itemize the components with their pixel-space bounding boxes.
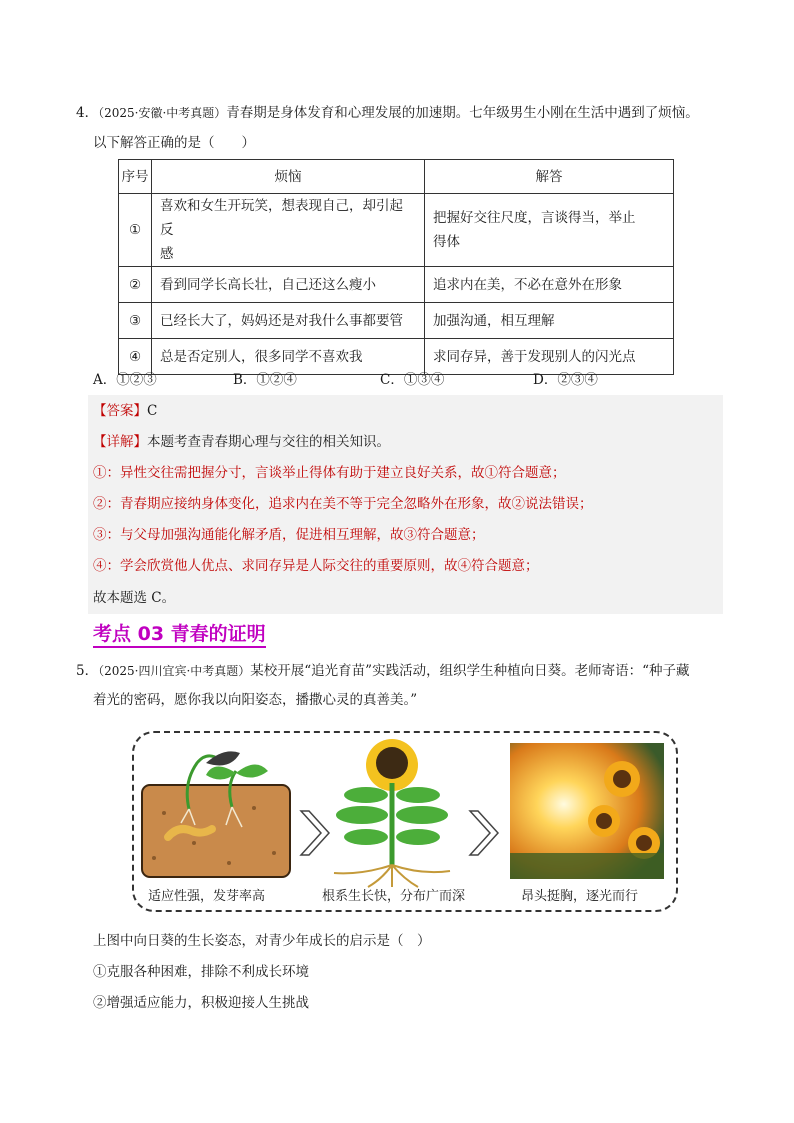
caption-seedling: 适应性强，发芽率高 — [148, 889, 266, 904]
q5-choice-2: ②增强适应能力，积极迎接人生挑战 — [93, 995, 309, 1011]
detail-line — [93, 432, 390, 452]
answer-line — [93, 401, 157, 421]
table-row — [119, 339, 674, 375]
sunflower-illustration — [134, 733, 676, 910]
caption-roots: 根系生长快，分布广而深 — [322, 889, 466, 904]
row-answer: 加强沟通，相互理解 — [425, 303, 674, 339]
row-no: ② — [119, 267, 152, 303]
q5-line1 — [76, 661, 689, 681]
detail-label: 【详解】 — [93, 434, 147, 450]
seedling-image — [142, 751, 290, 877]
header-trouble: 烦恼 — [152, 160, 425, 194]
detail-point-4: ④：学会欣赏他人优点、求同存异是人际交往的重要原则，故④符合题意； — [93, 558, 539, 574]
answer-value: C — [147, 403, 158, 419]
q4-stem: 青春期是身体发育和心理发展的加速期。七年级男生小刚在生活中遇到了烦恼。 — [226, 105, 699, 121]
row-no: ④ — [119, 339, 152, 375]
header-no: 序号 — [119, 160, 152, 194]
row-no: ③ — [119, 303, 152, 339]
answer-label: 【答案】 — [93, 403, 147, 419]
q4-number: 4． — [76, 105, 99, 121]
option-b[interactable]: B．①②④ — [233, 372, 297, 388]
row-trouble: 喜欢和女生开玩笑，想表现自己，却引起反 感 — [152, 194, 425, 267]
arrow-icon — [470, 811, 498, 855]
header-answer: 解答 — [425, 160, 674, 194]
detail-point-2: ②：青春期应接纳身体变化，追求内在美不等于完全忽略外在形象，故②说法错误； — [93, 496, 593, 512]
detail-point-1: ①：异性交往需把握分寸，言谈举止得体有助于建立良好关系，故①符合题意； — [93, 465, 566, 481]
row-trouble: 总是否定别人，很多同学不喜欢我 — [152, 339, 425, 375]
table-header-row — [119, 160, 674, 194]
option-c[interactable]: C．①③④ — [380, 372, 445, 388]
section-title: 考点 03 青春的证明 — [93, 622, 266, 648]
row-answer: 追求内在美，不必在意外在形象 — [425, 267, 674, 303]
q4-line2: 以下解答正确的是（ ） — [93, 135, 255, 151]
q5-line2: 着光的密码，愿你我以向阳姿态，播撒心灵的真善美。” — [93, 692, 418, 708]
detail-point-3: ③：与父母加强沟通能化解矛盾，促进相互理解，故③符合题意； — [93, 527, 485, 543]
q5-stem: 某校开展“追光育苗”实践活动，组织学生种植向日葵。老师寄语：“种子藏 — [250, 663, 690, 679]
q4-table — [118, 159, 674, 375]
row-answer: 把握好交往尺度，言谈得当，举止 得体 — [425, 194, 674, 267]
option-d[interactable]: D．②③④ — [533, 372, 598, 388]
row-trouble: 看到同学长高长壮，自己还这么瘦小 — [152, 267, 425, 303]
q5-source: （2025·四川宜宾·中考真题） — [98, 664, 251, 678]
q5-prompt: 上图中向日葵的生长姿态，对青少年成长的启示是（ ） — [93, 933, 431, 949]
arrow-icon — [301, 811, 329, 855]
sunflower-roots-image — [334, 739, 450, 887]
table-row — [119, 267, 674, 303]
q4-source: （2025·安徽·中考真题） — [98, 106, 227, 120]
table-row — [119, 194, 674, 267]
sunflowers-sun-image — [510, 743, 664, 879]
table-row — [119, 303, 674, 339]
row-answer: 求同存异，善于发现别人的闪光点 — [425, 339, 674, 375]
detail-conclusion: 故本题选 C。 — [93, 590, 176, 606]
detail-intro: 本题考查青春期心理与交往的相关知识。 — [147, 434, 390, 450]
row-no: ① — [119, 194, 152, 267]
q5-number: 5． — [76, 663, 99, 679]
q4-line1 — [76, 103, 699, 123]
q5-choice-1: ①克服各种困难，排除不利成长环境 — [93, 964, 309, 980]
option-a[interactable]: A．①②③ — [93, 372, 157, 388]
row-trouble: 已经长大了，妈妈还是对我什么事都要管 — [152, 303, 425, 339]
caption-sun: 昂头挺胸，逐光而行 — [521, 889, 639, 904]
